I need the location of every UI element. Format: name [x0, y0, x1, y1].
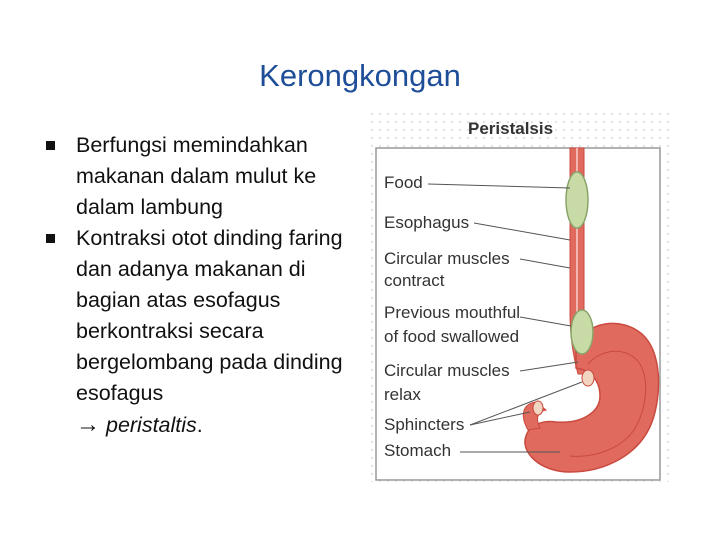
bullet-text: Kontraksi otot dinding faring dan adanya makanan di bagian atas esofagus berkontraksi secara bergelombang pada dinding esofagus [76, 226, 343, 405]
previous-bolus [571, 310, 593, 354]
square-bullet-icon [46, 141, 55, 150]
peristalsis-figure [370, 112, 670, 482]
label-previous-1: Previous mouthful [384, 303, 521, 322]
figure-title: Peristalsis [468, 119, 554, 138]
food-bolus [566, 172, 588, 228]
slide-title: Kerongkongan [259, 58, 461, 93]
conclusion-term: peristaltis [105, 413, 197, 437]
conclusion-period: . [196, 413, 203, 437]
label-circular-contract-2: contract [384, 271, 445, 290]
label-stomach: Stomach [384, 441, 452, 460]
bullet-text: Berfungsi memindahkan makanan dalam mulut ke dalam lambung [76, 133, 317, 219]
label-circular-relax-2: relax [384, 385, 421, 404]
square-bullet-icon [46, 234, 55, 243]
label-esophagus: Esophagus [384, 213, 470, 232]
bullet-item [44, 223, 364, 409]
arrow-right-icon: → [76, 411, 100, 438]
bullet-conclusion [44, 409, 364, 441]
bullet-list [44, 130, 364, 441]
label-circular-relax-1: Circular muscles [384, 361, 510, 380]
sphincter [533, 401, 543, 415]
label-circular-contract-1: Circular muscles [384, 249, 510, 268]
label-previous-2: of food swallowed [384, 327, 520, 346]
bullet-item [44, 130, 364, 223]
label-sphincters: Sphincters [384, 415, 465, 434]
sphincter [582, 370, 594, 386]
label-food: Food [384, 173, 423, 192]
